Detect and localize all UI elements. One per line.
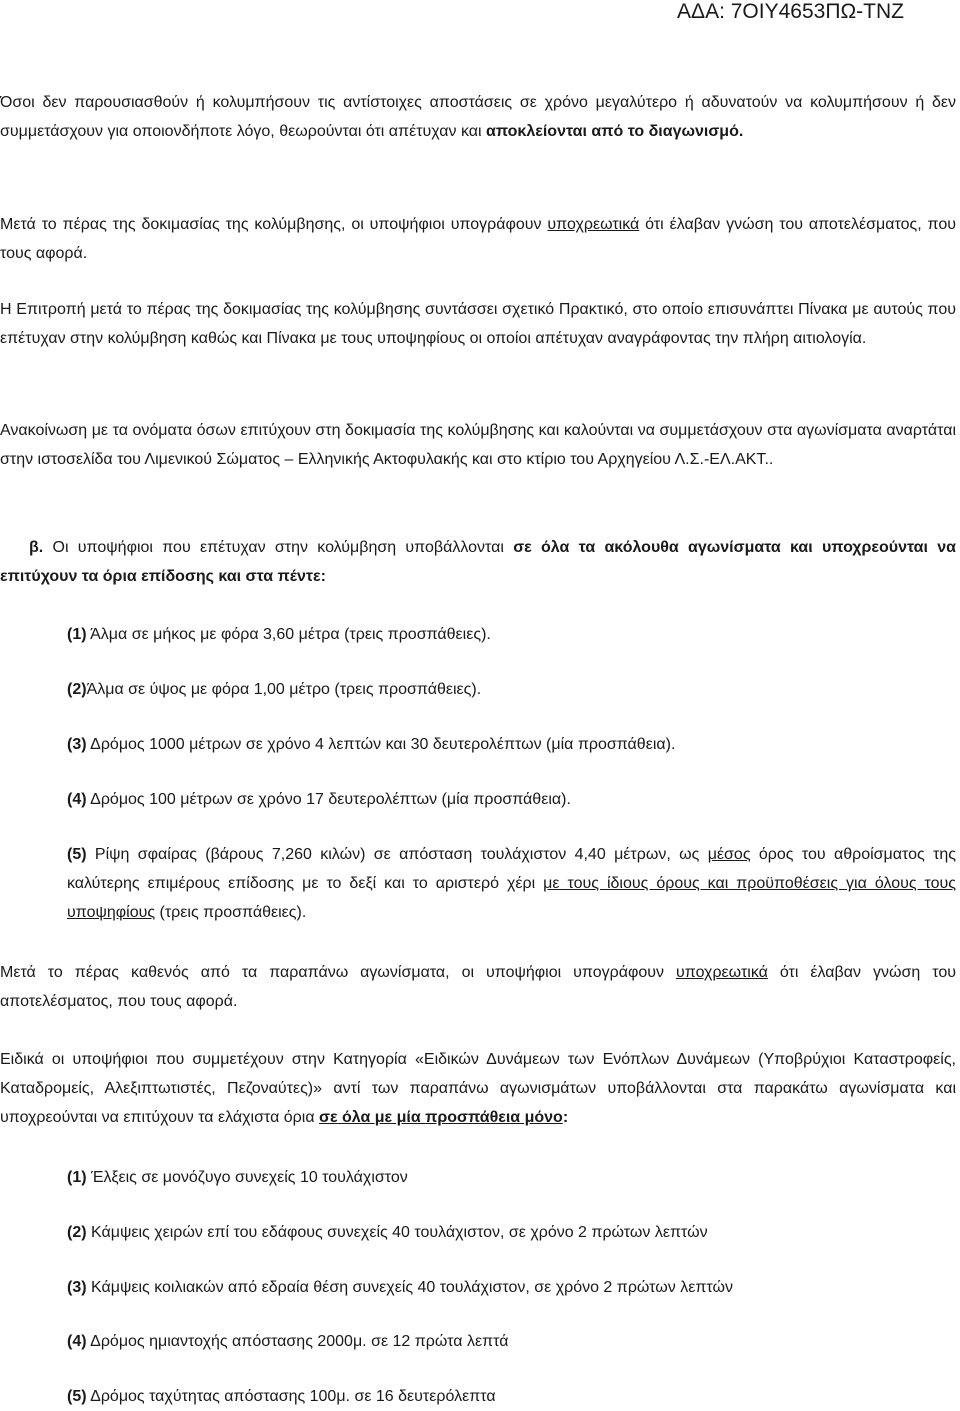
list-item <box>67 840 956 927</box>
list-text: όρος του αθροίσματος της καλύτερης επιμέρους επίδοσης με το δεξί και το αριστερό χέρι <box>67 846 956 892</box>
list-number: (1) <box>67 1169 87 1186</box>
underlined-text: μέσος <box>707 846 751 863</box>
paragraph-events-intro <box>0 533 956 591</box>
section-label: β. <box>29 539 44 556</box>
list-number: (4) <box>67 1333 87 1350</box>
list-item <box>67 1218 956 1247</box>
list-text: Ρίψη σφαίρας (βάρους 7,260 κιλών) σε απόσταση τουλάχιστον 4,40 μέτρων, ως <box>86 846 708 863</box>
list-item <box>67 620 956 649</box>
list-number: (5) <box>67 1388 87 1405</box>
paragraph-special-forces <box>0 1045 956 1132</box>
underlined-text: υποχρεωτικά <box>676 964 768 981</box>
list-item <box>67 730 956 759</box>
list-number: (3) <box>67 736 87 753</box>
list-text: (τρεις προσπάθειες). <box>155 904 307 921</box>
list-text: Κάμψεις χειρών επί του εδάφους συνεχείς 40 τουλάχιστον, σε χρόνο 2 πρώτων λεπτών <box>86 1224 708 1241</box>
underlined-text: με τους ίδιους όρους και προϋποθέσεις για όλους τους υποψηφίους <box>67 875 957 921</box>
paragraph-text: Οι υποψήφιοι που επέτυχαν στην κολύμβηση υποβάλλονται <box>43 539 514 556</box>
paragraph-text: ότι έλαβαν γνώση του αποτελέσματος, που τους αφορά. <box>0 216 957 262</box>
paragraph-text: ότι έλαβαν γνώση του αποτελέσματος, που τους αφορά. <box>0 964 956 1010</box>
list-number: (2) <box>67 1224 87 1241</box>
list-item <box>67 1273 956 1302</box>
list-item <box>67 1163 956 1192</box>
paragraph-text: Ειδικά οι υποψήφιοι που συμμετέχουν στην Κατηγορία «Ειδικών Δυνάμεων των Ενόπλων Δυνάμεων (Υποβρύχιοι Καταστροφείς, Καταδρομείς, Αλεξιπτωτιστές, Πεζοναύτες)» αντί των παραπάνω αγωνισμάτων υποβάλλονται στα παρακάτω αγωνίσματα και υποχρεούνται να επιτύχουν τα ελάχιστα όρια <box>0 1051 956 1126</box>
list-text: Δρόμος ταχύτητας απόστασης 100μ. σε 16 δευτερόλεπτα <box>86 1388 496 1405</box>
list-item <box>67 675 956 704</box>
bold-underlined-text: σε όλα με μία προσπάθεια μόνο <box>319 1109 563 1126</box>
paragraph-exclusion <box>0 88 956 146</box>
ada-code: ΑΔΑ: 7ΟΙΥ4653ΠΩ-ΤΝΖ <box>677 0 904 23</box>
paragraph-announcement: Ανακοίνωση με τα ονόματα όσων επιτύχουν στη δοκιμασία της κολύμβησης και καλούνται να συμμετάσχουν στα αγωνίσματα αναρτάται στην ιστοσελίδα του Λιμενικού Σώματος – Ελληνικής Ακτοφυλακής και στο κτίριο του Αρχηγείου Λ.Σ.-ΕΛ.ΑΚΤ.. <box>0 422 956 468</box>
bold-text: αποκλείονται από το διαγωνισμό. <box>486 123 744 140</box>
paragraph-sign-result <box>0 210 956 268</box>
list-number: (1) <box>67 626 87 643</box>
list-number: (4) <box>67 791 87 808</box>
list-item <box>67 785 956 814</box>
list-number: (3) <box>67 1279 87 1296</box>
paragraph-text: Όσοι δεν παρουσιασθούν ή κολυμπήσουν τις αντίστοιχες αποστάσεις σε χρόνο μεγαλύτερο ή αδυνατούν να κολυμπήσουν ή δεν συμμετάσχουν για οποιονδήποτε λόγο, θεωρούνται ότι απέτυχαν και <box>0 94 956 140</box>
paragraph-text: Μετά το πέρας της δοκιμασίας της κολύμβησης, οι υποψήφιοι υπογράφουν <box>0 216 548 233</box>
list-item <box>67 1382 956 1411</box>
paragraph-committee: Η Επιτροπή μετά το πέρας της δοκιμασίας της κολύμβησης συντάσσει σχετικό Πρακτικό, στο οποίο επισυνάπτει Πίνακα με αυτούς που επέτυχαν στην κολύμβηση καθώς και Πίνακα με τους υποψηφίους οι οποίοι απέτυχαν αναγράφοντας την πλήρη αιτιολογία. <box>0 301 956 347</box>
list-text: Δρόμος ημιαντοχής απόστασης 2000μ. σε 12 πρώτα λεπτά <box>86 1333 509 1350</box>
paragraph-text: Μετά το πέρας καθενός από τα παραπάνω αγωνίσματα, οι υποψήφιοι υπογράφουν <box>0 964 677 981</box>
bold-text: σε όλα τα ακόλουθα αγωνίσματα και υποχρεούνται να επιτύχουν τα όρια επίδοσης και στα πέντε: <box>0 539 956 585</box>
list-text: Άλμα σε μήκος με φόρα 3,60 μέτρα (τρεις προσπάθειες). <box>86 626 491 643</box>
list-item <box>67 1327 956 1356</box>
list-text: Δρόμος 1000 μέτρων σε χρόνο 4 λεπτών και 30 δευτερολέπτων (μία προσπάθεια). <box>86 736 676 753</box>
list-text: Άλμα σε ύψος με φόρα 1,00 μέτρο (τρεις προσπάθειες). <box>86 681 482 698</box>
list-text: Έλξεις σε μονόζυγο συνεχείς 10 τουλάχιστον <box>86 1169 408 1186</box>
bold-text: : <box>562 1109 569 1126</box>
list-text: Δρόμος 100 μέτρων σε χρόνο 17 δευτερολέπτων (μία προσπάθεια). <box>86 791 571 808</box>
underlined-text: υποχρεωτικά <box>547 216 640 233</box>
list-text: Κάμψεις κοιλιακών από εδραία θέση συνεχείς 40 τουλάχιστον, σε χρόνο 2 πρώτων λεπτών <box>86 1279 733 1296</box>
list-number: (5) <box>67 846 87 863</box>
paragraph-sign-result-events <box>0 958 956 1016</box>
list-number: (2) <box>67 681 87 698</box>
